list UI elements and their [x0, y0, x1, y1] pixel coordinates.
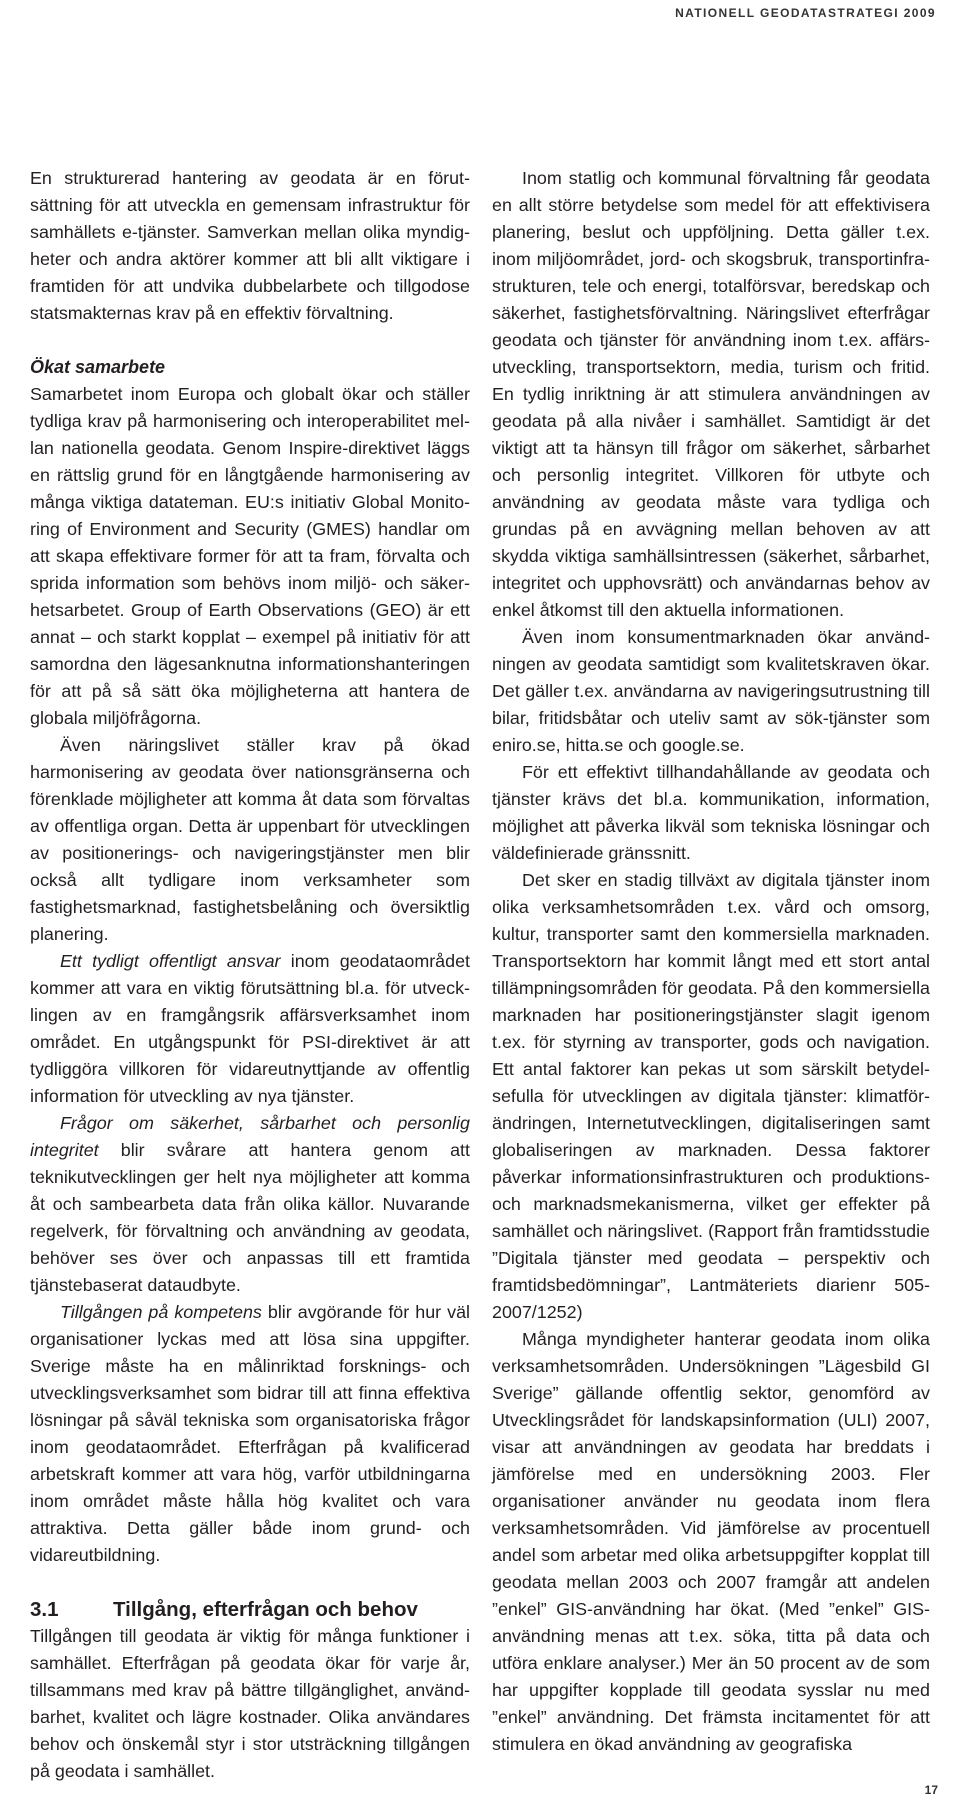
body-paragraph: Det sker en stadig tillväxt av digitala tjänster inom olika verksamhetsområden t.ex. vård och omsorg, kultur, transporter samt den kommersiella marknaden. Transportsektorn har kommit långt med ett stort antal tillämpningsområden för geodata. På den kommersiella marknaden har positioneringstjänster slagit igenom t.ex. för styrning av transporter, gods och navigation. Ett antal faktorer kan pekas ut som särskilt betydelsefulla för utvecklingen av digitala tjänster: klimatförändringen, Internetutvecklingen, digitaliseringen samt globaliseringen av marknaden. Dessa faktorer påverkar informationsinfrastrukturen och produktions- och marknadsmekanismerna, vilket ger effekter på samhället och näringslivet. (Rapport från framtidsstudie ”Digitala tjänster med geodata – perspektiv och framtidsbedömningar”, Lantmäteriets diarienr 505-2007/1252) [492, 870, 930, 1322]
paragraph-text: inom geodataområdet kommer att vara en viktig förutsättning bl.a. för utvecklingen av en framgångsrik affärsverksamhet inom området. En utgångspunkt för PSI-direktivet är att tydliggöra villkoren för vidareutnyttjande av offentlig information för utveckling av nya tjänster. [30, 951, 470, 1106]
body-paragraph: Många myndigheter hanterar geodata inom olika verksamhetsområden. Undersökningen ”Lägesbild GI Sverige” gällande offentlig sektor, genomförd av Utvecklingsrådet för landskapsinformation (ULI) 2007, visar att användningen av geodata har breddats i jämförelse med en undersökning 2003. Fler organisationer använder nu geodata inom flera verksamhetsområden. Vid jämförelse av procentuell andel som arbetar med olika arbetsuppgifter kopplat till geodata mellan 2003 och 2007 framgår att andelen ”enkel” GIS-användning har ökat. (Med ”enkel” GIS-användning menas att t.ex. söka, titta på data och utföra enklare analyser.) Mer än 50 procent av de som har uppgifter kopplade till geodata sysslar nu med ”enkel” användning. Det främsta incitamentet för att stimulera en ökad användning av geografiska [492, 1329, 930, 1754]
paragraph-text: blir svårare att hantera genom att teknikutvecklingen ger helt nya möjligheter att komma åt och sambearbeta data från olika källor. Nuvarande regelverk, för förvaltning och användning av geodata, behöver ses över och anpassas till ett framtida tjänstebaserat dataudbyte. [30, 1140, 470, 1295]
page-number: 17 [924, 1783, 938, 1797]
body-paragraph: Tillgången till geodata är viktig för många funktioner i samhället. Efterfrågan på geodata ökar för varje år, tillsammans med krav på bättre tillgänglighet, användbarhet, kvalitet och lägre kostnader. Olika användares behov och önskemål styr i stor utsträckning tillgången på geodata i samhället. [30, 1626, 470, 1781]
left-column [30, 165, 470, 1785]
body-paragraph [30, 948, 470, 1110]
body-paragraph: Samarbetet inom Europa och globalt ökar och ställer tydliga krav på harmonisering och interoperabilitet mellan nationella geodata. Genom Inspire-direktivet läggs en rättslig grund för en långtgående harmonisering av många viktiga datateman. EU:s initiativ Global Monitoring of Environment and Security (GMES) handlar om att skapa effektivare former för att ta fram, förvalta och sprida information som behövs inom miljö- och säkerhetsarbetet. Group of Earth Observations (GEO) är ett annat – och starkt kopplat – exempel på initiativ för att samordna den lägesanknutna informationshanteringen för att på så sätt öka möjligheterna att hantera de globala miljöfrågorna. [30, 384, 470, 728]
body-paragraph: Även näringslivet ställer krav på ökad harmonisering av geodata över nationsgränserna och förenklade möjligheter att komma åt data som förvaltas av offentliga organ. Detta är uppenbart för utvecklingen av positionerings- och navigeringstjänster men blir också allt tydligare inom verksamheter som fastighetsmarknad, fastighetsbelåning och översiktlig planering. [30, 735, 470, 944]
section-number: 3.1 [30, 1598, 59, 1621]
subheading-okat-samarbete: Ökat samarbete [30, 357, 166, 377]
intro-paragraph: En strukturerad hantering av geodata är en förutsättning för att utveckla en gemensam infrastruktur för samhällets e-tjänster. Samverkan mellan olika myndigheter och andra aktörer kommer att bli allt viktigare i framtiden för att undvika dubbelarbete och tillgodose statsmakternas krav på en effektiv förvaltning. [30, 168, 470, 323]
body-paragraph [30, 1110, 470, 1299]
body-paragraph: Inom statlig och kommunal förvaltning får geodata en allt större betydelse som medel för att effektivisera planering, beslut och uppföljning. Detta gäller t.ex. inom miljöområdet, jord- och skogsbruk, transportinfrastrukturen, tele och energi, totalförsvar, beredskap och säkerhet, fastighetsförvaltning. Näringslivet efterfrågar geodata och tjänster för användning inom t.ex. affärsutveckling, transportsektorn, media, turism och fritid. En tydlig inriktning är att stimulera användningen av geodata på alla nivåer i samhället. Samtidigt är det viktigt att ta hänsyn till frågor om säkerhet, sårbarhet och personlig integritet. Villkoren för utbyte och användning av geodata måste vara tydliga och grundas på en avvägning mellan behoven av att skydda viktiga samhällsintressen (säkerhet, sårbarhet, integritet och upphovsrätt) och användarnas behov av enkel åtkomst till den aktuella informationen. [492, 168, 930, 620]
italic-lead: Ett tydligt offentligt ansvar [60, 951, 281, 971]
right-column [492, 165, 930, 1758]
running-header: NATIONELL GEODATASTRATEGI 2009 [675, 6, 936, 20]
italic-lead: Tillgången på kompetens [60, 1302, 262, 1322]
paragraph-text: blir avgörande för hur väl organisationer lyckas med att lösa sina uppgifter. Sverige måste ha en målinriktad forsknings- och utvecklingsverksamhet som bidrar till att finna effektiva lösningar på såväl tekniska som organisatoriska frågor inom geodataområdet. Efterfrågan på kvalificerad arbetskraft kommer att vara hög, varför utbildningarna inom området måste hålla hög kvalitet och vara attraktiva. Detta gäller både inom grund- och vidareutbildning. [30, 1302, 470, 1565]
body-paragraph: Även inom konsumentmarknaden ökar användningen av geodata samtidigt som kvalitetskraven ökar. Det gäller t.ex. användarna av navigeringsutrustning till bilar, fritidsbåtar och uteliv samt av sök-tjänster som eniro.se, hitta.se och google.se. [492, 627, 930, 755]
section-heading [30, 1596, 470, 1623]
body-paragraph [30, 1299, 470, 1569]
italic-lead: Frågor om säkerhet, sårbarhet och personlig integritet [30, 1113, 470, 1160]
section-title: Tillgång, efterfrågan och behov [113, 1598, 418, 1621]
body-paragraph: För ett effektivt tillhandahållande av geodata och tjänster krävs det bl.a. kommunikation, information, möjlighet att påverka likväl som tekniska lösningar och väldefinierade gränssnitt. [492, 762, 930, 863]
